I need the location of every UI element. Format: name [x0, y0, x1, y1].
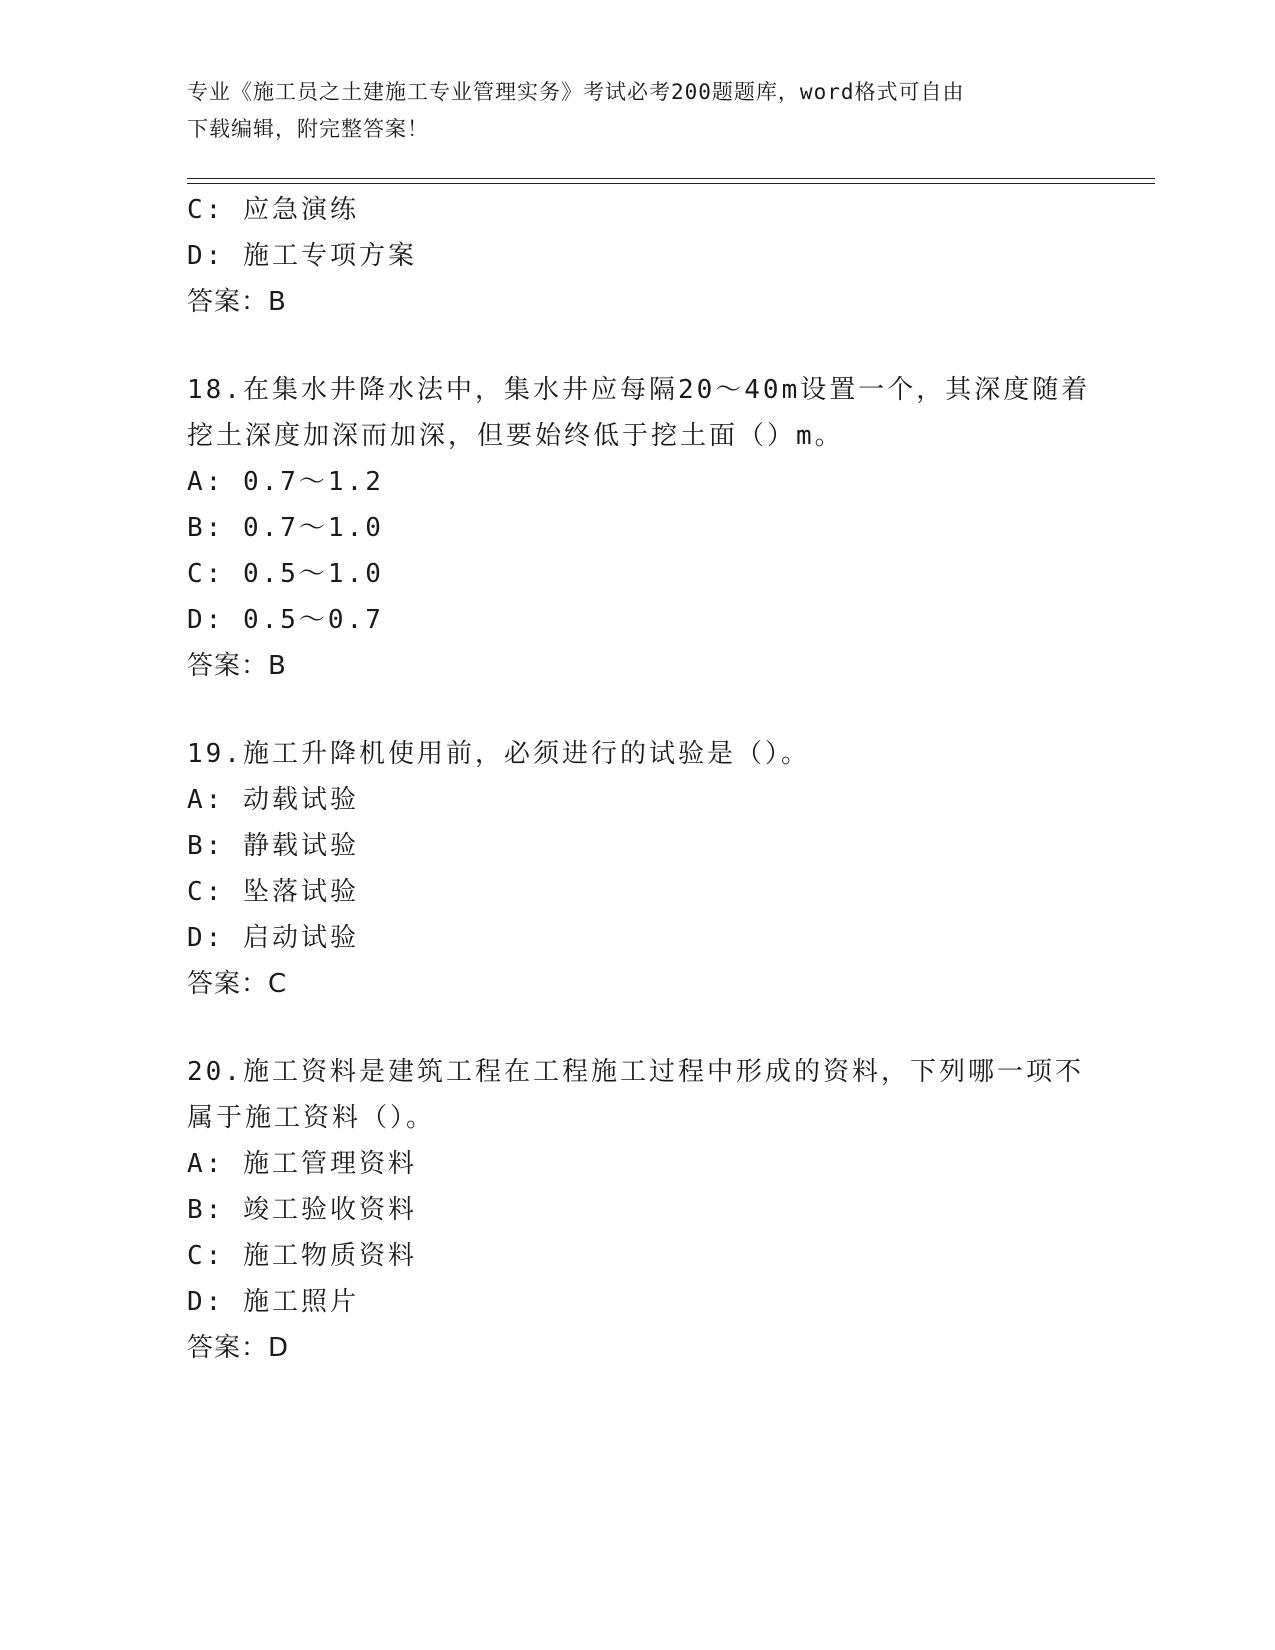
option-c: C: 施工物质资料 — [187, 1241, 417, 1271]
previous-question-tail — [187, 187, 1087, 325]
option-a: A: 施工管理资料 — [187, 1149, 417, 1179]
answer-line: 答案：D — [187, 1333, 290, 1363]
document-header — [187, 74, 1087, 148]
option-b: B: 0.7～1.0 — [187, 513, 384, 543]
question-18 — [187, 367, 1091, 689]
answer-line: 答案：B — [187, 287, 287, 317]
answer-line: 答案：B — [187, 651, 287, 681]
question-19 — [187, 731, 1087, 1007]
option-a: A: 0.7～1.2 — [187, 467, 384, 497]
question-20 — [187, 1049, 1087, 1371]
question-stem-line-1: 18.在集水井降水法中，集水井应每隔20～40m设置一个，其深度随着 — [187, 375, 1091, 405]
header-divider-top — [187, 178, 1155, 179]
header-divider-bottom — [187, 183, 1155, 184]
option-c: C: 应急演练 — [187, 195, 359, 225]
header-line-2: 下载编辑，附完整答案！ — [187, 117, 429, 141]
option-d: D: 施工照片 — [187, 1287, 359, 1317]
question-stem-line-2: 属于施工资料（）。 — [187, 1103, 436, 1133]
option-a: A: 动载试验 — [187, 785, 359, 815]
option-c: C: 坠落试验 — [187, 877, 359, 907]
option-d: D: 施工专项方案 — [187, 241, 417, 271]
option-b: B: 竣工验收资料 — [187, 1195, 417, 1225]
option-b: B: 静载试验 — [187, 831, 359, 861]
option-d: D: 启动试验 — [187, 923, 359, 953]
option-d: D: 0.5～0.7 — [187, 605, 384, 635]
question-stem-line-1: 19.施工升降机使用前，必须进行的试验是（）。 — [187, 739, 810, 769]
option-c: C: 0.5～1.0 — [187, 559, 384, 589]
document-body — [187, 187, 1091, 1371]
answer-line: 答案：C — [187, 969, 288, 999]
question-stem-line-1: 20.施工资料是建筑工程在工程施工过程中形成的资料，下列哪一项不 — [187, 1057, 1084, 1087]
header-line-1: 专业《施工员之土建施工专业管理实务》考试必考200题题库，word格式可自由 — [187, 80, 965, 104]
question-stem-line-2: 挖土深度加深而加深，但要始终低于挖土面（）m。 — [187, 421, 844, 451]
